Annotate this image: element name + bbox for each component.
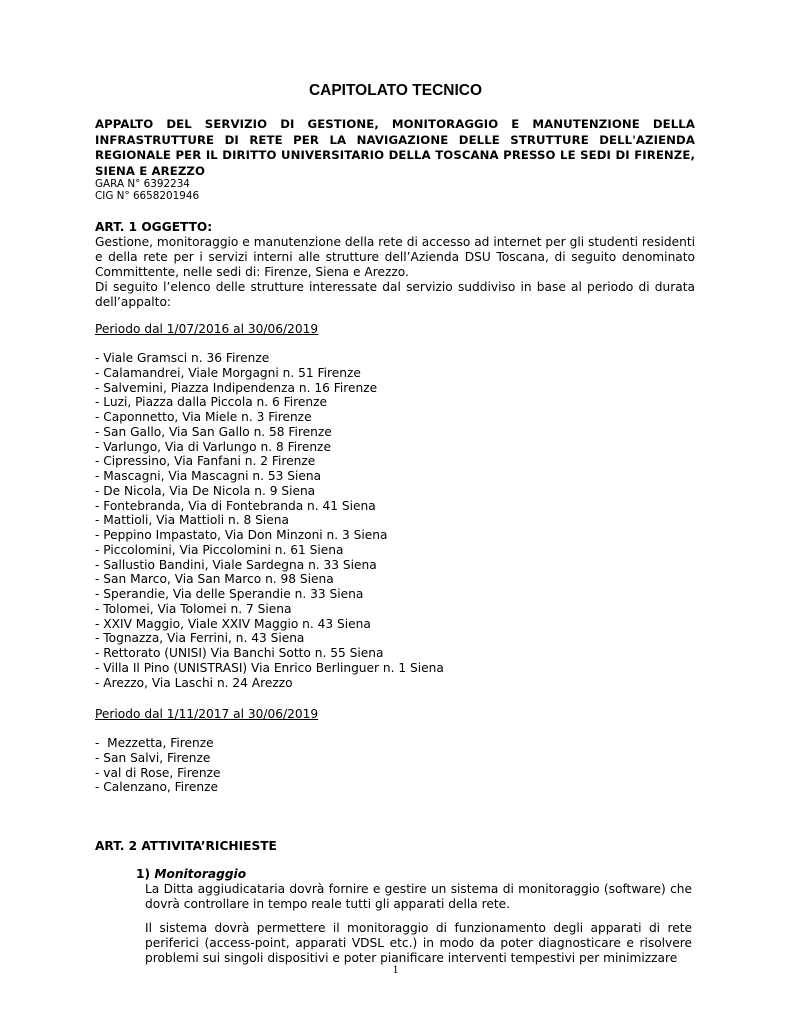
page-number: 1	[392, 962, 399, 976]
monitoring-subheading	[136, 867, 246, 881]
monitoring-paragraph-1: La Ditta aggiudicataria dovrà fornire e gestire un sistema di monitoraggio (software) che dovrà controllare in tempo reale tutti gli apparati della rete.	[145, 882, 692, 911]
cig-number: CIG N° 6658201946	[95, 190, 200, 202]
art1-heading: ART. 1 OGGETTO:	[95, 220, 213, 234]
art1-paragraph-1: Gestione, monitoraggio e manutenzione della rete di accesso ad internet per gli studenti residenti e della rete per i servizi interni alle strutture dell’Azienda DSU Toscana, di seguito denominato Committente, nelle sedi di: Firenze, Siena e Arezzo.	[95, 235, 695, 279]
period-1-heading	[95, 322, 695, 337]
period-1-label: Periodo dal 1/07/2016 al 30/06/2019	[95, 322, 319, 336]
list-item: - Sallustio Bandini, Viale Sardegna n. 33 Siena	[95, 557, 377, 572]
list-item: - val di Rose, Firenze	[95, 765, 221, 780]
art1-paragraph-2: Di seguito l’elenco delle strutture interessate dal servizio suddiviso in base al periodo di durata dell’appalto:	[95, 280, 695, 309]
list-item: - Mascagni, Via Mascagni n. 53 Siena	[95, 469, 322, 483]
list-item: - Sperandie, Via delle Sperandie n. 33 Siena	[95, 587, 364, 601]
list-item: - De Nicola, Via De Nicola n. 9 Siena	[95, 483, 316, 498]
list-item: - Arezzo, Via Laschi n. 24 Arezzo	[95, 675, 293, 690]
list-item: - Viale Gramsci n. 36 Firenze	[95, 351, 270, 365]
monitoring-number: 1)	[136, 867, 151, 881]
list-item: - San Marco, Via San Marco n. 98 Siena	[95, 572, 334, 587]
list-item: - Calamandrei, Viale Morgagni n. 51 Firenze	[95, 365, 361, 380]
list-item: - Tognazza, Via Ferrini, n. 43 Siena	[95, 631, 305, 646]
list-item: - Tolomei, Via Tolomei n. 7 Siena	[95, 601, 292, 616]
document-title: CAPITOLATO TECNICO	[308, 82, 483, 99]
list-item: - Cipressino, Via Fanfani n. 2 Firenze	[95, 454, 316, 469]
art2-heading: ART. 2 ATTIVITA’RICHIESTE	[95, 839, 277, 853]
list-item: - Piccolomini, Via Piccolomini n. 61 Siena	[95, 542, 344, 557]
period-2-heading	[95, 707, 695, 722]
structures-list-2	[95, 736, 695, 795]
monitoring-paragraph-2: Il sistema dovrà permettere il monitoraggio di funzionamento degli apparati di rete periferici (access-point, apparati VDSL etc.) in modo da poter diagnosticare e risolvere problemi sui singoli dispositivi e poter pianificare interventi tempestivi per minimizzare	[145, 921, 692, 965]
list-item: - San Salvi, Firenze	[95, 750, 211, 765]
period-2-label: Periodo dal 1/11/2017 al 30/06/2019	[95, 707, 319, 721]
list-item: - Mezzetta, Firenze	[95, 736, 214, 750]
list-item: - Varlungo, Via di Varlungo n. 8 Firenze	[95, 439, 331, 454]
structures-list-1	[95, 351, 695, 690]
list-item: - Villa Il Pino (UNISTRASI) Via Enrico Berlinguer n. 1 Siena	[95, 660, 444, 675]
list-item: - Caponnetto, Via Miele n. 3 Firenze	[95, 410, 312, 424]
monitoring-title: Monitoraggio	[154, 867, 247, 881]
list-item: - XXIV Maggio, Viale XXIV Maggio n. 43 Siena	[95, 616, 371, 631]
list-item: - Fontebranda, Via di Fontebranda n. 41 Siena	[95, 498, 376, 513]
list-item: - Salvemini, Piazza Indipendenza n. 16 Firenze	[95, 380, 378, 395]
subject-heading: APPALTO DEL SERVIZIO DI GESTIONE, MONITORAGGIO E MANUTENZIONE DELLA INFRASTRUTTURE DI RETE PER LA NAVIGAZIONE DELLE STRUTTURE DELL'AZIENDA REGIONALE PER IL DIRITTO UNIVERSITARIO DELLA TOSCANA PRESSO LE SEDI DI FIRENZE, SIENA E AREZZO	[95, 117, 695, 178]
list-item: - Calenzano, Firenze	[95, 780, 219, 795]
gara-number: GARA N° 6392234	[95, 178, 190, 190]
list-item: - Luzi, Piazza dalla Piccola n. 6 Firenze	[95, 395, 328, 410]
list-item: - Mattioli, Via Mattioli n. 8 Siena	[95, 513, 289, 528]
list-item: - Peppino Impastato, Via Don Minzoni n. 3 Siena	[95, 528, 388, 542]
list-item: - Rettorato (UNISI) Via Banchi Sotto n. 55 Siena	[95, 646, 384, 660]
list-item: - San Gallo, Via San Gallo n. 58 Firenze	[95, 424, 332, 439]
